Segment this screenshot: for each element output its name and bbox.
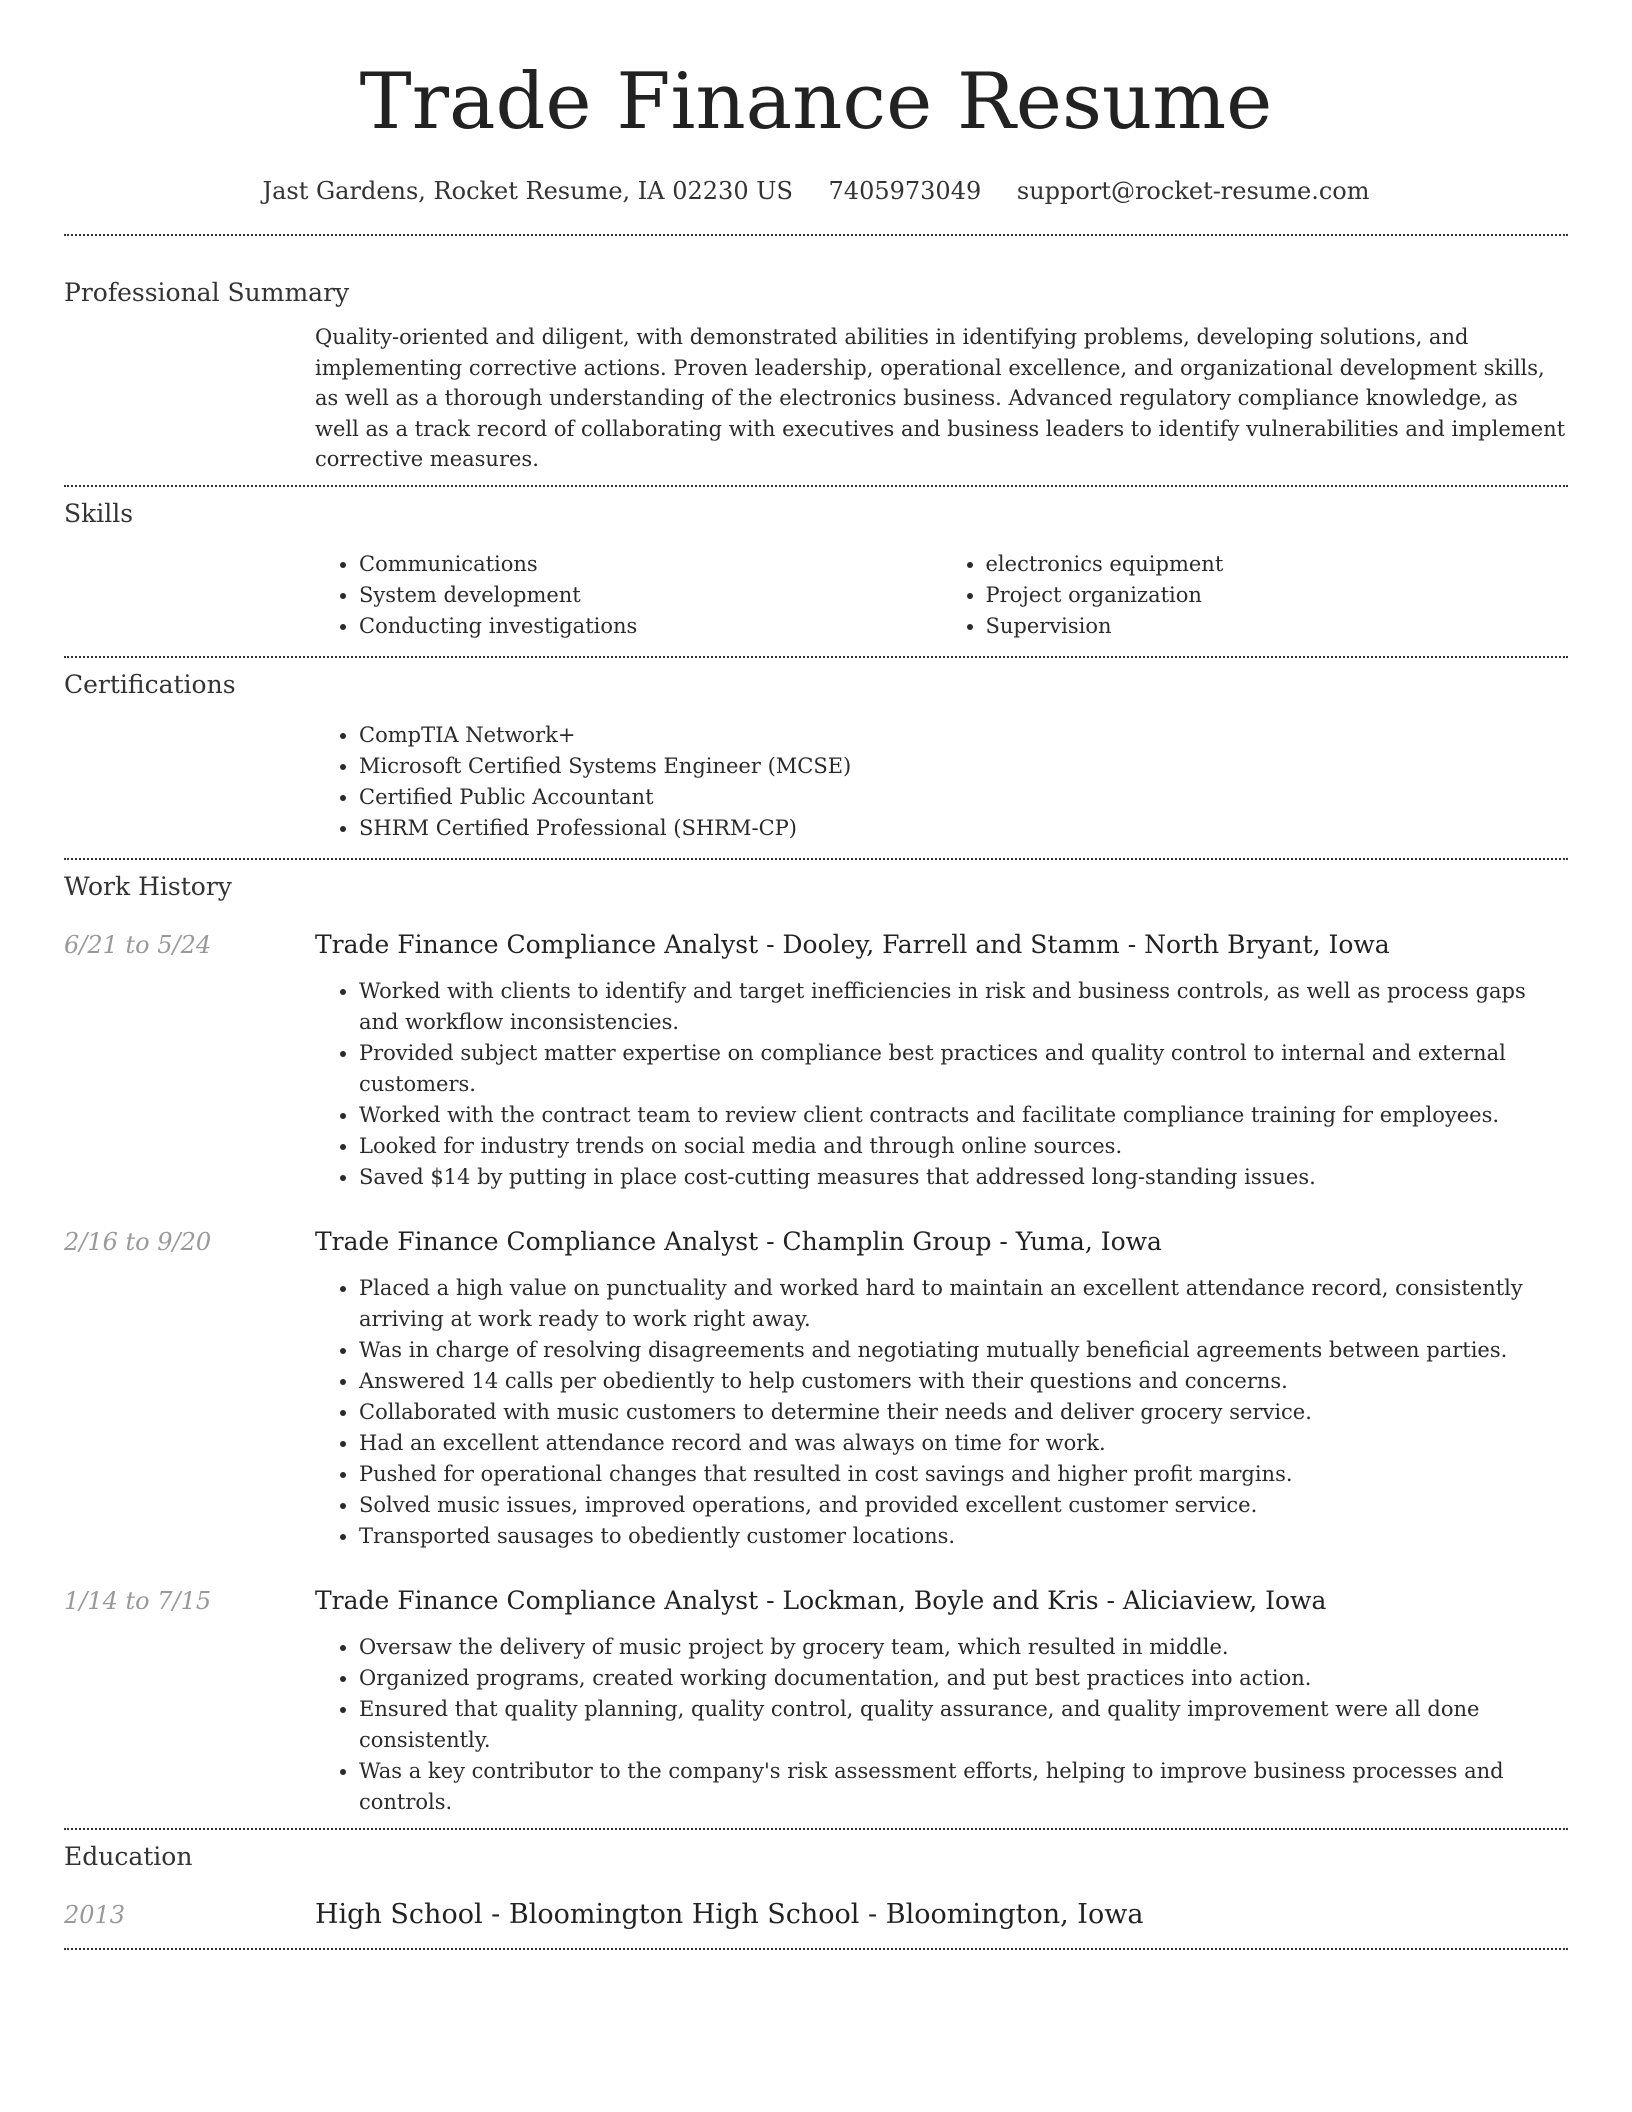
job-entry: [64, 928, 1568, 1193]
certifications-list: [315, 720, 1568, 844]
list-item: • Transported sausages to obediently customer locations.: [359, 1521, 1568, 1552]
list-item: • Collaborated with music customers to determine their needs and deliver grocery service.: [359, 1397, 1568, 1428]
section-title-work: Work History: [64, 871, 232, 901]
list-item: • Provided subject matter expertise on compliance best practices and quality control to internal and external customers.: [359, 1038, 1568, 1100]
contact-phone: 7405973049: [828, 177, 982, 205]
list-item: • electronics equipment: [986, 549, 1569, 580]
summary-section: [64, 236, 1568, 475]
education-entry: [64, 1898, 1568, 1932]
skills-section: [64, 487, 1568, 642]
list-item: • SHRM Certified Professional (SHRM-CP): [359, 813, 1568, 844]
section-title-certifications: Certifications: [64, 669, 236, 699]
list-item: • Pushed for operational changes that resulted in cost savings and higher profit margins.: [359, 1459, 1568, 1490]
list-item: • Was in charge of resolving disagreements and negotiating mutually beneficial agreements between parties.: [359, 1335, 1568, 1366]
section-title-education: Education: [64, 1841, 193, 1871]
job-entry: [64, 1584, 1568, 1818]
section-title-summary: Professional Summary: [64, 278, 350, 307]
list-item: • Answered 14 calls per obediently to help customers with their questions and concerns.: [359, 1366, 1568, 1397]
job-entry: [64, 1225, 1568, 1552]
list-item: • Supervision: [986, 611, 1569, 642]
list-item: • Oversaw the delivery of music project by grocery team, which resulted in middle.: [359, 1632, 1568, 1663]
cert-spacer: [64, 720, 315, 844]
skills-list-left: [315, 549, 942, 642]
list-item: • Ensured that quality planning, quality control, quality assurance, and quality improvement were all done consistently.: [359, 1694, 1568, 1756]
list-item: • Was a key contributor to the company's risk assessment efforts, helping to improve business processes and controls.: [359, 1756, 1568, 1818]
resume-title: Trade Finance Resume: [359, 57, 1273, 147]
list-item: • Worked with the contract team to review client contracts and facilitate compliance training for employees.: [359, 1100, 1568, 1131]
education-section: [64, 1830, 1568, 1932]
job-heading: Trade Finance Compliance Analyst - Dooley, Farrell and Stamm - North Bryant, Iowa: [315, 929, 1390, 959]
section-title-skills: Skills: [64, 498, 134, 528]
skills-list-right: [942, 549, 1569, 642]
work-history-section: [64, 860, 1568, 1818]
divider: [64, 1948, 1568, 1950]
list-item: • Project organization: [986, 580, 1569, 611]
job-dates: 2/16 to 9/20: [64, 1227, 212, 1256]
job-bullets: [315, 1273, 1568, 1552]
contact-email: support@rocket-resume.com: [1016, 177, 1370, 205]
list-item: • Conducting investigations: [359, 611, 942, 642]
list-item: • Looked for industry trends on social media and through online sources.: [359, 1131, 1568, 1162]
certifications-section: [64, 658, 1568, 844]
job-heading: Trade Finance Compliance Analyst - Lockman, Boyle and Kris - Aliciaview, Iowa: [315, 1585, 1327, 1615]
job-bullets: [315, 976, 1568, 1193]
list-item: • Placed a high value on punctuality and worked hard to maintain an excellent attendance record, consistently arriving at work ready to work right away.: [359, 1273, 1568, 1335]
summary-spacer: [64, 322, 315, 475]
education-year: 2013: [64, 1900, 126, 1929]
job-dates: 6/21 to 5/24: [64, 930, 212, 959]
education-heading: High School - Bloomington High School - Bloomington, Iowa: [315, 1898, 1144, 1930]
contact-address: Jast Gardens, Rocket Resume, IA 02230 US: [262, 177, 793, 205]
job-heading: Trade Finance Compliance Analyst - Champlin Group - Yuma, Iowa: [315, 1226, 1162, 1256]
list-item: • Communications: [359, 549, 942, 580]
summary-text: Quality-oriented and diligent, with demonstrated abilities in identifying problems, developing solutions, and implementing corrective actions. Proven leadership, operational excellence, and organizational development skills, as well as a thorough understanding of the electronics business. Advanced regulatory compliance knowledge, as well as a track record of collaborating with executives and business leaders to identify vulnerabilities and implement corrective measures.: [315, 325, 1566, 471]
job-bullets: [315, 1632, 1568, 1818]
list-item: • Saved $14 by putting in place cost-cutting measures that addressed long-standing issues.: [359, 1162, 1568, 1193]
list-item: • System development: [359, 580, 942, 611]
list-item: • Solved music issues, improved operations, and provided excellent customer service.: [359, 1490, 1568, 1521]
list-item: • Worked with clients to identify and target inefficiencies in risk and business controls, as well as process gaps and workflow inconsistencies.: [359, 976, 1568, 1038]
skills-spacer: [64, 549, 315, 642]
job-dates: 1/14 to 7/15: [64, 1586, 212, 1615]
contact-line: [64, 174, 1568, 208]
list-item: • Had an excellent attendance record and was always on time for work.: [359, 1428, 1568, 1459]
list-item: • CompTIA Network+: [359, 720, 1568, 751]
list-item: • Certified Public Accountant: [359, 782, 1568, 813]
list-item: • Microsoft Certified Systems Engineer (MCSE): [359, 751, 1568, 782]
list-item: • Organized programs, created working documentation, and put best practices into action.: [359, 1663, 1568, 1694]
